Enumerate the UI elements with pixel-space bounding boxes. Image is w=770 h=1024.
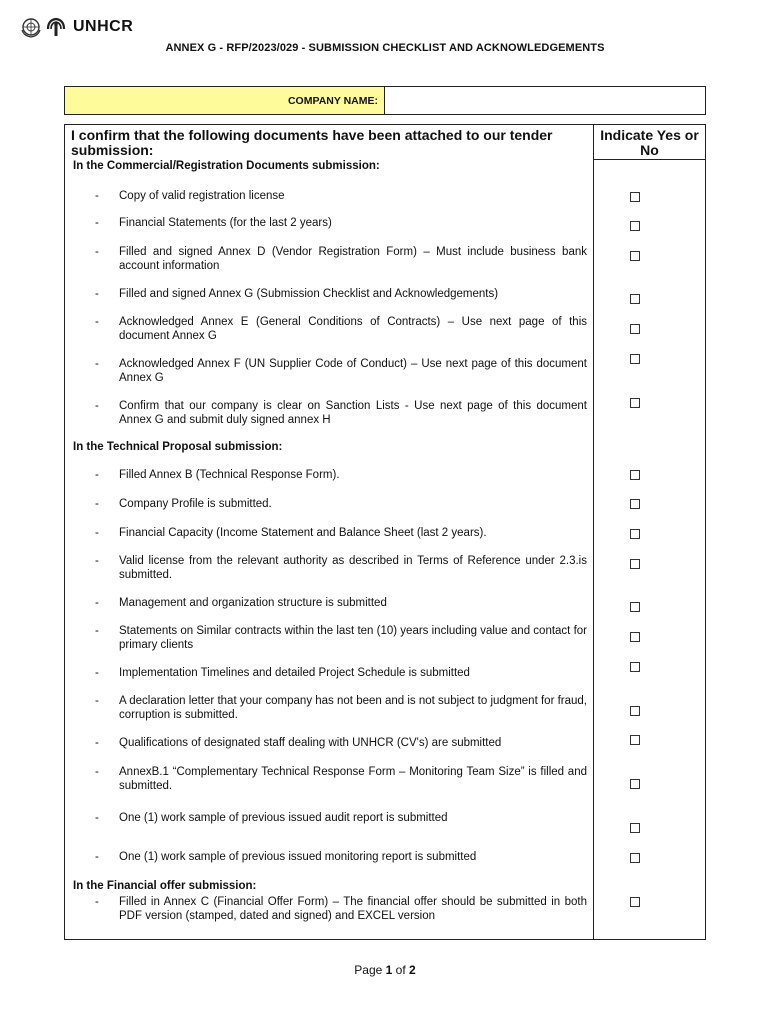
- column-divider: [593, 125, 594, 939]
- item-text: Acknowledged Annex F (UN Supplier Code of Conduct) – Use next page of this document Annex G: [119, 358, 587, 384]
- item-dash: -: [95, 597, 99, 609]
- item-text: Company Profile is submitted.: [119, 498, 272, 510]
- item-dash: -: [95, 555, 99, 567]
- yes-no-checkbox[interactable]: [630, 221, 640, 231]
- item-dash: -: [95, 246, 99, 258]
- company-name-label: COMPANY NAME:: [65, 87, 385, 114]
- item-dash: -: [95, 737, 99, 749]
- yes-no-checkbox[interactable]: [630, 602, 640, 612]
- unhcr-logo: [20, 16, 133, 38]
- item-dash: -: [95, 190, 99, 202]
- yes-no-checkbox[interactable]: [630, 354, 640, 364]
- section-heading-commercial: In the Commercial/Registration Documents submission:: [73, 160, 380, 172]
- item-dash: -: [95, 498, 99, 510]
- company-name-table: [64, 86, 706, 115]
- document-title: ANNEX G - RFP/2023/029 - SUBMISSION CHECKLIST AND ACKNOWLEDGEMENTS: [165, 42, 605, 54]
- item-text: Copy of valid registration license: [119, 190, 285, 202]
- item-dash: -: [95, 469, 99, 481]
- item-dash: -: [95, 625, 99, 637]
- page-total: 2: [409, 963, 416, 977]
- item-text: Acknowledged Annex E (General Conditions of Contracts) – Use next page of this document Annex G: [119, 316, 587, 342]
- yes-no-checkbox[interactable]: [630, 559, 640, 569]
- item-text: Management and organization structure is submitted: [119, 597, 387, 609]
- item-dash: -: [95, 527, 99, 539]
- company-name-field[interactable]: [385, 87, 705, 114]
- item-text: Qualifications of designated staff dealing with UNHCR (CV's) are submitted: [119, 737, 502, 749]
- page-prefix: Page: [354, 963, 383, 977]
- item-text: Financial Statements (for the last 2 years): [119, 217, 332, 229]
- item-text: Statements on Similar contracts within the last ten (10) years including value and contact for primary clients: [119, 625, 587, 651]
- yes-no-checkbox[interactable]: [630, 706, 640, 716]
- yes-no-checkbox[interactable]: [630, 779, 640, 789]
- yes-no-checkbox[interactable]: [630, 324, 640, 334]
- item-text: Filled in Annex C (Financial Offer Form) – The financial offer should be submitted in both PDF version (stamped, dated and signed) and EXCEL version: [119, 896, 587, 922]
- item-text: Filled Annex B (Technical Response Form).: [119, 469, 340, 481]
- item-dash: -: [95, 851, 99, 863]
- item-text: A declaration letter that your company has not been and is not subject to judgment for fraud, corruption is submitted.: [119, 695, 587, 721]
- yes-no-checkbox[interactable]: [630, 192, 640, 202]
- yes-no-checkbox[interactable]: [630, 499, 640, 509]
- yes-no-checkbox[interactable]: [630, 632, 640, 642]
- item-text: Valid license from the relevant authority as described in Terms of Reference under 2.3.is submitted.: [119, 555, 587, 581]
- item-text: AnnexB.1 “Complementary Technical Response Form – Monitoring Team Size” is filled and submitted.: [119, 766, 587, 792]
- header-divider: [593, 159, 705, 160]
- item-text: Confirm that our company is clear on Sanction Lists - Use next page of this document Annex G and submit duly signed annex H: [119, 400, 587, 426]
- org-name: UNHCR: [73, 18, 134, 35]
- section-heading-technical: In the Technical Proposal submission:: [73, 441, 283, 453]
- checklist-table: [64, 124, 706, 940]
- item-dash: -: [95, 695, 99, 707]
- yes-no-checkbox[interactable]: [630, 662, 640, 672]
- item-text: Implementation Timelines and detailed Project Schedule is submitted: [119, 667, 470, 679]
- item-text: One (1) work sample of previous issued audit report is submitted: [119, 812, 448, 824]
- section-heading-financial: In the Financial offer submission:: [73, 880, 257, 892]
- yes-no-checkbox[interactable]: [630, 897, 640, 907]
- item-dash: -: [95, 400, 99, 412]
- page-of: of: [395, 963, 406, 977]
- item-dash: -: [95, 667, 99, 679]
- item-dash: -: [95, 766, 99, 778]
- yes-no-checkbox[interactable]: [630, 823, 640, 833]
- yes-no-checkbox[interactable]: [630, 529, 640, 539]
- unhcr-emblem-icon: [45, 16, 67, 38]
- item-dash: -: [95, 896, 99, 908]
- yes-no-checkbox[interactable]: [630, 398, 640, 408]
- yes-no-checkbox[interactable]: [630, 294, 640, 304]
- page-current: 1: [385, 963, 393, 977]
- item-text: Financial Capacity (Income Statement and Balance Sheet (last 2 years).: [119, 527, 487, 539]
- item-text: Filled and signed Annex D (Vendor Registration Form) – Must include business bank account information: [119, 246, 587, 272]
- item-text: One (1) work sample of previous issued monitoring report is submitted: [119, 851, 477, 863]
- item-dash: -: [95, 288, 99, 300]
- confirm-heading: I confirm that the following documents have been attached to our tender submission:: [71, 127, 553, 158]
- item-dash: -: [95, 316, 99, 328]
- item-dash: -: [95, 812, 99, 824]
- item-dash: -: [95, 217, 99, 229]
- un-emblem-icon: [20, 16, 42, 38]
- indicate-heading: Indicate Yes or No: [600, 127, 699, 158]
- page-number: [0, 963, 770, 977]
- yes-no-checkbox[interactable]: [630, 735, 640, 745]
- yes-no-checkbox[interactable]: [630, 853, 640, 863]
- item-dash: -: [95, 358, 99, 370]
- item-text: Filled and signed Annex G (Submission Checklist and Acknowledgements): [119, 288, 499, 300]
- yes-no-checkbox[interactable]: [630, 470, 640, 480]
- yes-no-checkbox[interactable]: [630, 251, 640, 261]
